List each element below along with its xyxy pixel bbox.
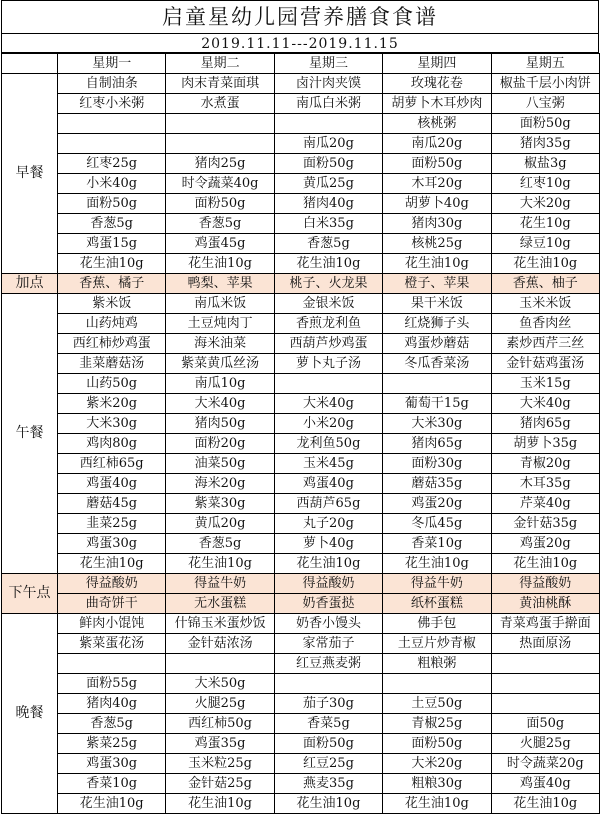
menu-cell: 纸杯蛋糕 xyxy=(383,594,491,614)
menu-row xyxy=(2,174,600,194)
menu-cell: 椒盐千层小肉饼 xyxy=(491,74,599,94)
menu-cell: 大米20g xyxy=(383,754,491,774)
menu-cell: 小米40g xyxy=(58,174,166,194)
menu-cell: 西葫芦炒鸡蛋 xyxy=(274,334,382,354)
menu-cell: 红枣10g xyxy=(491,174,599,194)
menu-row xyxy=(2,134,600,154)
menu-cell: 香蕉、柚子 xyxy=(491,274,599,294)
menu-cell: 猪肉50g xyxy=(166,414,274,434)
menu-cell: 粗粮30g xyxy=(383,774,491,794)
menu-row xyxy=(2,694,600,714)
menu-cell xyxy=(491,654,599,674)
menu-cell: 香葱5g xyxy=(166,214,274,234)
menu-cell: 肉末青菜面琪 xyxy=(166,74,274,94)
menu-cell xyxy=(166,114,274,134)
menu-cell: 紫菜黄瓜丝汤 xyxy=(166,354,274,374)
menu-row xyxy=(2,434,600,454)
menu-cell: 曲奇饼干 xyxy=(58,594,166,614)
menu-cell: 猪肉40g xyxy=(274,194,382,214)
menu-cell: 鸡蛋15g xyxy=(58,234,166,254)
menu-cell: 花生油10g xyxy=(166,794,274,814)
corner-cell xyxy=(2,54,58,74)
menu-cell: 花生油10g xyxy=(58,554,166,574)
menu-cell: 面粉50g xyxy=(491,114,599,134)
menu-cell: 白米35g xyxy=(274,214,382,234)
menu-cell: 鱼香肉丝 xyxy=(491,314,599,334)
menu-cell: 香煎龙利鱼 xyxy=(274,314,382,334)
menu-cell: 果干米饭 xyxy=(383,294,491,314)
menu-cell: 南瓜白米粥 xyxy=(274,94,382,114)
day-header-row xyxy=(2,54,600,74)
menu-cell: 猪肉25g xyxy=(166,154,274,174)
menu-cell: 八宝粥 xyxy=(491,94,599,114)
menu-cell: 香葱5g xyxy=(58,214,166,234)
menu-cell: 花生油10g xyxy=(58,794,166,814)
menu-cell: 大米40g xyxy=(166,394,274,414)
menu-cell: 得益牛奶 xyxy=(383,574,491,594)
menu-cell: 得益酸奶 xyxy=(58,574,166,594)
menu-cell: 金银米饭 xyxy=(274,294,382,314)
menu-cell xyxy=(491,674,599,694)
menu-row xyxy=(2,314,600,334)
menu-row xyxy=(2,454,600,474)
menu-cell: 素炒西芹三丝 xyxy=(491,334,599,354)
menu-row xyxy=(2,654,600,674)
menu-cell: 海米油菜 xyxy=(166,334,274,354)
menu-row xyxy=(2,554,600,574)
menu-cell: 花生油10g xyxy=(491,254,599,274)
menu-cell: 猪肉65g xyxy=(491,414,599,434)
menu-cell: 面粉50g xyxy=(58,194,166,214)
menu-cell: 冬瓜45g xyxy=(383,514,491,534)
menu-cell: 胡萝卜40g xyxy=(383,194,491,214)
menu-cell: 红烧狮子头 xyxy=(383,314,491,334)
menu-cell: 玉米45g xyxy=(274,454,382,474)
menu-cell: 胡萝卜35g xyxy=(491,434,599,454)
menu-cell: 卤汁肉夹馍 xyxy=(274,74,382,94)
menu-row xyxy=(2,634,600,654)
menu-cell xyxy=(274,374,382,394)
day-header: 星期四 xyxy=(383,54,491,74)
menu-cell: 香菜10g xyxy=(58,774,166,794)
menu-cell: 香葱5g xyxy=(58,714,166,734)
menu-cell: 鸡蛋35g xyxy=(166,734,274,754)
menu-cell: 猪肉35g xyxy=(491,134,599,154)
menu-cell: 热面原汤 xyxy=(491,634,599,654)
menu-cell: 海米20g xyxy=(166,474,274,494)
menu-cell: 西红柿65g xyxy=(58,454,166,474)
menu-cell: 桃子、火龙果 xyxy=(274,274,382,294)
day-header: 星期一 xyxy=(58,54,166,74)
menu-cell: 西葫芦65g xyxy=(274,494,382,514)
date-range: 2019.11.11---2019.11.15 xyxy=(1,33,599,53)
menu-cell: 西红柿50g xyxy=(166,714,274,734)
menu-cell: 龙利鱼50g xyxy=(274,434,382,454)
menu-cell: 韭菜蘑菇汤 xyxy=(58,354,166,374)
menu-row xyxy=(2,534,600,554)
menu-cell: 油菜50g xyxy=(166,454,274,474)
menu-row xyxy=(2,294,600,314)
menu-cell: 芹菜40g xyxy=(491,494,599,514)
menu-cell: 香菜10g xyxy=(383,534,491,554)
menu-cell: 奶香蛋挞 xyxy=(274,594,382,614)
menu-cell: 紫米饭 xyxy=(58,294,166,314)
menu-cell: 山药50g xyxy=(58,374,166,394)
meal-label: 早餐 xyxy=(2,74,58,274)
menu-table-body xyxy=(2,54,600,814)
day-header: 星期五 xyxy=(491,54,599,74)
menu-cell: 土豆50g xyxy=(383,694,491,714)
menu-cell: 面粉30g xyxy=(383,454,491,474)
menu-cell: 佛手包 xyxy=(383,614,491,634)
menu-cell: 花生油10g xyxy=(274,554,382,574)
menu-cell: 时令蔬菜40g xyxy=(166,174,274,194)
menu-cell: 鸡蛋20g xyxy=(383,494,491,514)
menu-cell: 冬瓜香菜汤 xyxy=(383,354,491,374)
menu-cell xyxy=(383,674,491,694)
menu-cell: 鸡蛋30g xyxy=(58,754,166,774)
menu-row xyxy=(2,214,600,234)
menu-row xyxy=(2,74,600,94)
menu-cell: 玉米15g xyxy=(491,374,599,394)
menu-cell: 花生油10g xyxy=(274,254,382,274)
menu-cell: 木耳20g xyxy=(383,174,491,194)
menu-row xyxy=(2,774,600,794)
menu-row xyxy=(2,334,600,354)
menu-cell: 黄瓜25g xyxy=(274,174,382,194)
day-header: 星期二 xyxy=(166,54,274,74)
menu-cell: 香葱5g xyxy=(274,234,382,254)
menu-row xyxy=(2,474,600,494)
menu-cell: 鸡蛋30g xyxy=(58,534,166,554)
menu-cell: 香蕉、橘子 xyxy=(58,274,166,294)
menu-cell: 鸡蛋20g xyxy=(491,534,599,554)
menu-cell xyxy=(58,654,166,674)
menu-cell: 鸡蛋40g xyxy=(491,774,599,794)
menu-cell: 香菜5g xyxy=(274,714,382,734)
menu-cell: 花生油10g xyxy=(491,554,599,574)
menu-cell: 面粉50g xyxy=(166,194,274,214)
menu-cell: 花生油10g xyxy=(383,794,491,814)
menu-cell: 猪肉65g xyxy=(383,434,491,454)
menu-cell: 玫瑰花卷 xyxy=(383,74,491,94)
menu-cell: 核桃粥 xyxy=(383,114,491,134)
menu-cell: 山药炖鸡 xyxy=(58,314,166,334)
menu-cell: 得益酸奶 xyxy=(274,574,382,594)
menu-cell: 南瓜20g xyxy=(274,134,382,154)
menu-cell: 猪肉40g xyxy=(58,694,166,714)
menu-cell: 花生油10g xyxy=(383,254,491,274)
menu-cell: 青椒25g xyxy=(383,714,491,734)
menu-cell: 面粉50g xyxy=(274,154,382,174)
menu-cell: 椒盐3g xyxy=(491,154,599,174)
menu-cell: 南瓜10g xyxy=(166,374,274,394)
menu-cell: 黄油桃酥 xyxy=(491,594,599,614)
menu-cell: 萝卜40g xyxy=(274,534,382,554)
menu-cell: 红枣25g xyxy=(58,154,166,174)
menu-cell: 紫米20g xyxy=(58,394,166,414)
menu-cell: 鲜肉小馄饨 xyxy=(58,614,166,634)
menu-cell: 时令蔬菜20g xyxy=(491,754,599,774)
menu-cell: 大米40g xyxy=(491,394,599,414)
menu-cell: 小米20g xyxy=(274,414,382,434)
menu-cell: 青椒20g xyxy=(491,454,599,474)
menu-cell: 鸭梨、苹果 xyxy=(166,274,274,294)
menu-cell: 花生油10g xyxy=(58,254,166,274)
menu-cell: 面粉50g xyxy=(274,734,382,754)
menu-cell xyxy=(166,654,274,674)
menu-cell: 奶香小馒头 xyxy=(274,614,382,634)
snack-row xyxy=(2,274,600,294)
menu-cell: 燕麦35g xyxy=(274,774,382,794)
menu-cell: 南瓜20g xyxy=(383,134,491,154)
menu-cell: 玉米粒25g xyxy=(166,754,274,774)
meal-label: 加点 xyxy=(2,274,58,294)
menu-cell: 萝卜丸子汤 xyxy=(274,354,382,374)
menu-cell: 家常茄子 xyxy=(274,634,382,654)
page-title: 启童星幼儿园营养膳食食谱 xyxy=(1,0,599,33)
menu-row xyxy=(2,754,600,774)
menu-row xyxy=(2,414,600,434)
menu-cell: 花生油10g xyxy=(166,554,274,574)
meal-label: 午餐 xyxy=(2,294,58,574)
menu-cell xyxy=(58,134,166,154)
menu-cell: 橙子、苹果 xyxy=(383,274,491,294)
menu-row xyxy=(2,194,600,214)
menu-row xyxy=(2,254,600,274)
menu-cell: 花生油10g xyxy=(383,554,491,574)
menu-cell: 得益酸奶 xyxy=(491,574,599,594)
menu-cell xyxy=(383,374,491,394)
menu-cell: 得益牛奶 xyxy=(166,574,274,594)
menu-cell: 鸡蛋40g xyxy=(274,474,382,494)
menu-cell: 红豆燕麦粥 xyxy=(274,654,382,674)
menu-row xyxy=(2,154,600,174)
menu-cell: 大米40g xyxy=(274,394,382,414)
menu-cell: 绿豆10g xyxy=(491,234,599,254)
menu-cell: 黄瓜20g xyxy=(166,514,274,534)
menu-cell: 大米50g xyxy=(166,674,274,694)
menu-cell: 青菜鸡蛋手擀面 xyxy=(491,614,599,634)
menu-cell: 木耳35g xyxy=(491,474,599,494)
menu-cell: 紫菜30g xyxy=(166,494,274,514)
menu-cell: 胡萝卜木耳炒肉 xyxy=(383,94,491,114)
menu-cell: 紫菜蛋花汤 xyxy=(58,634,166,654)
menu-cell: 丸子20g xyxy=(274,514,382,534)
menu-row xyxy=(2,374,600,394)
menu-cell: 鸡肉80g xyxy=(58,434,166,454)
menu-cell: 无水蛋糕 xyxy=(166,594,274,614)
menu-cell: 鸡蛋45g xyxy=(166,234,274,254)
menu-cell xyxy=(491,694,599,714)
menu-row xyxy=(2,114,600,134)
menu-cell: 金针菇浓汤 xyxy=(166,634,274,654)
menu-cell: 核桃25g xyxy=(383,234,491,254)
menu-cell: 南瓜米饭 xyxy=(166,294,274,314)
menu-cell: 蘑菇35g xyxy=(383,474,491,494)
menu-sheet xyxy=(1,0,599,814)
day-header: 星期三 xyxy=(274,54,382,74)
menu-cell: 西红柿炒鸡蛋 xyxy=(58,334,166,354)
menu-row xyxy=(2,494,600,514)
menu-cell: 粗粮粥 xyxy=(383,654,491,674)
menu-cell: 鸡蛋炒蘑菇 xyxy=(383,334,491,354)
snack-row xyxy=(2,574,600,594)
menu-row xyxy=(2,514,600,534)
menu-cell: 红枣小米粥 xyxy=(58,94,166,114)
menu-cell: 鸡蛋40g xyxy=(58,474,166,494)
menu-cell: 面粉20g xyxy=(166,434,274,454)
menu-cell: 大米30g xyxy=(383,414,491,434)
menu-cell: 金针菇25g xyxy=(166,774,274,794)
menu-cell xyxy=(274,114,382,134)
menu-cell: 面粉55g xyxy=(58,674,166,694)
menu-cell: 玉米米饭 xyxy=(491,294,599,314)
menu-cell: 花生油10g xyxy=(274,794,382,814)
menu-cell: 紫菜25g xyxy=(58,734,166,754)
menu-cell: 香葱5g xyxy=(166,534,274,554)
meal-label: 下午点 xyxy=(2,574,58,614)
menu-row xyxy=(2,394,600,414)
menu-cell: 土豆片炒青椒 xyxy=(383,634,491,654)
menu-cell: 大米30g xyxy=(58,414,166,434)
meal-label: 晚餐 xyxy=(2,614,58,814)
menu-cell: 花生油10g xyxy=(166,254,274,274)
menu-row xyxy=(2,674,600,694)
snack-row xyxy=(2,594,600,614)
menu-cell xyxy=(274,674,382,694)
menu-cell: 大米20g xyxy=(491,194,599,214)
menu-cell: 红豆25g xyxy=(274,754,382,774)
menu-cell: 韭菜25g xyxy=(58,514,166,534)
menu-row xyxy=(2,354,600,374)
menu-cell: 金针菇鸡蛋汤 xyxy=(491,354,599,374)
menu-cell: 水煮蛋 xyxy=(166,94,274,114)
menu-cell: 葡萄干15g xyxy=(383,394,491,414)
menu-cell: 土豆炖肉丁 xyxy=(166,314,274,334)
menu-cell xyxy=(58,114,166,134)
menu-cell: 自制油条 xyxy=(58,74,166,94)
menu-row xyxy=(2,714,600,734)
menu-cell: 茄子30g xyxy=(274,694,382,714)
menu-cell: 面50g xyxy=(491,714,599,734)
menu-row xyxy=(2,734,600,754)
menu-cell: 花生10g xyxy=(491,214,599,234)
menu-row xyxy=(2,234,600,254)
menu-cell xyxy=(166,134,274,154)
menu-cell: 火腿25g xyxy=(491,734,599,754)
menu-cell: 花生油10g xyxy=(491,794,599,814)
menu-cell: 火腿25g xyxy=(166,694,274,714)
menu-row xyxy=(2,614,600,634)
menu-cell: 面粉50g xyxy=(383,734,491,754)
menu-table xyxy=(1,53,600,814)
menu-cell: 什锦玉米蛋炒饭 xyxy=(166,614,274,634)
menu-cell: 金针菇35g xyxy=(491,514,599,534)
menu-row xyxy=(2,94,600,114)
menu-cell: 蘑菇45g xyxy=(58,494,166,514)
menu-cell: 猪肉30g xyxy=(383,214,491,234)
menu-cell: 面粉50g xyxy=(383,154,491,174)
menu-row xyxy=(2,794,600,814)
